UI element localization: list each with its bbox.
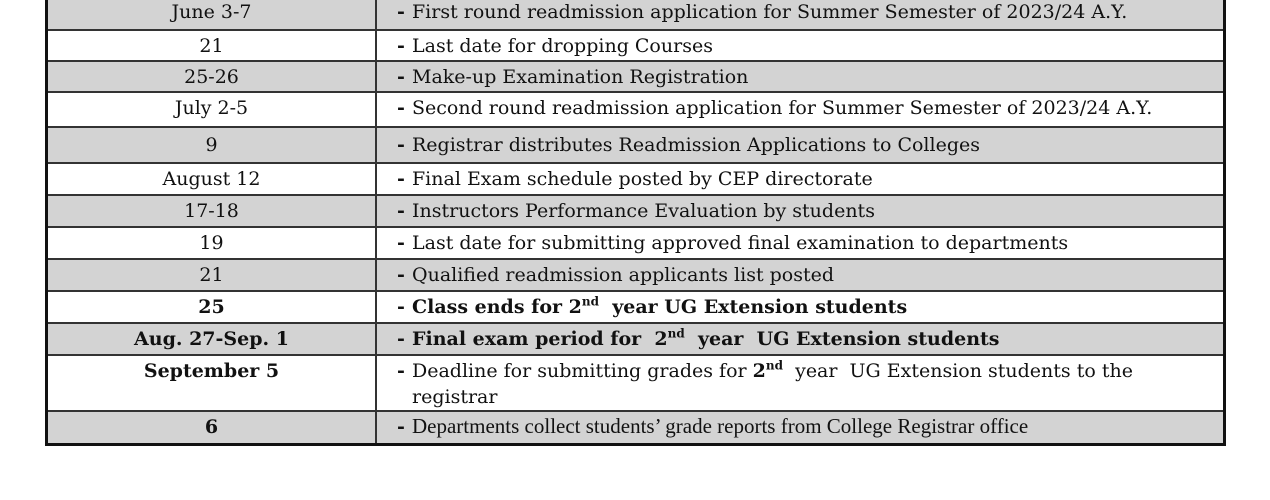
row-date: 25-26 [48, 62, 377, 91]
calendar-row [48, 194, 1223, 226]
row-event-text: Last date for submitting approved final examination to departments [412, 232, 1069, 254]
row-event-text: Make-up Examination Registration [412, 66, 749, 88]
bullet-dash: - [397, 296, 405, 318]
calendar-row [48, 258, 1223, 290]
bullet-dash: - [397, 328, 405, 350]
row-event-text: First round readmission application for Summer Semester of 2023/24 A.Y. [412, 1, 1128, 23]
bullet-dash: - [397, 168, 405, 190]
event-text-part: Deadline for submitting grades for [412, 360, 753, 382]
row-event-text [412, 294, 1223, 322]
row-event [377, 324, 1223, 354]
row-event-text: Qualified readmission applicants list posted [412, 264, 835, 286]
ordinal-suffix: nd [581, 294, 599, 309]
row-event-text: Departments collect students’ grade reports from College Registrar office [412, 414, 1029, 438]
row-event [377, 260, 1223, 290]
event-text-part: Class ends for 2 [412, 296, 582, 318]
event-text-part: Final exam period for 2 [412, 328, 668, 350]
row-event [377, 164, 1223, 194]
row-date: 25 [48, 292, 377, 322]
event-text-part: year UG Extension students to the registrar [412, 360, 1139, 408]
calendar-row [48, 0, 1223, 29]
calendar-row [48, 126, 1223, 162]
calendar-row [48, 322, 1223, 354]
event-text-part: year UG Extension students [684, 328, 1000, 350]
row-date: July 2-5 [48, 93, 377, 126]
row-event [377, 31, 1223, 60]
ordinal-suffix: nd [667, 326, 685, 341]
row-date: 9 [48, 128, 377, 162]
bullet-dash: - [397, 1, 405, 23]
row-event [377, 292, 1223, 322]
row-event-text [412, 358, 1223, 410]
row-event [377, 0, 1223, 29]
row-date: September 5 [48, 356, 377, 410]
row-event [377, 196, 1223, 226]
row-date: 17-18 [48, 196, 377, 226]
calendar-row [48, 162, 1223, 194]
row-event-text: Second round readmission application for Summer Semester of 2023/24 A.Y. [412, 97, 1153, 119]
event-year-number: 2 [752, 360, 766, 382]
academic-calendar-table [45, 0, 1226, 446]
calendar-row [48, 91, 1223, 126]
row-date: 19 [48, 228, 377, 258]
calendar-row [48, 226, 1223, 258]
row-event [377, 228, 1223, 258]
row-event [377, 412, 1223, 443]
row-event [377, 128, 1223, 162]
event-text-part: year UG Extension students [598, 296, 908, 318]
row-date: Aug. 27-Sep. 1 [48, 324, 377, 354]
row-date: 6 [48, 412, 377, 443]
bullet-dash: - [397, 232, 405, 254]
calendar-row [48, 29, 1223, 60]
bullet-dash: - [397, 66, 405, 88]
row-date: 21 [48, 31, 377, 60]
row-event [377, 62, 1223, 91]
row-event-text: Registrar distributes Readmission Applications to Colleges [412, 134, 980, 156]
row-event-text: Instructors Performance Evaluation by students [412, 200, 875, 222]
bullet-dash: - [397, 134, 405, 156]
row-event-text: Last date for dropping Courses [412, 35, 713, 57]
bullet-dash: - [397, 35, 405, 57]
row-event [377, 93, 1223, 126]
row-event [377, 356, 1223, 410]
row-event-text [412, 326, 1223, 354]
row-event-text: Final Exam schedule posted by CEP directorate [412, 168, 873, 190]
calendar-row [48, 354, 1223, 410]
row-date: June 3-7 [48, 0, 377, 29]
row-date: August 12 [48, 164, 377, 194]
calendar-row [48, 60, 1223, 91]
bullet-dash: - [397, 200, 405, 222]
bullet-dash: - [397, 360, 405, 382]
bullet-dash: - [397, 416, 405, 438]
bullet-dash: - [397, 264, 405, 286]
row-date: 21 [48, 260, 377, 290]
ordinal-suffix: nd [765, 358, 783, 373]
calendar-row [48, 290, 1223, 322]
bullet-dash: - [397, 97, 405, 119]
calendar-row [48, 410, 1223, 443]
